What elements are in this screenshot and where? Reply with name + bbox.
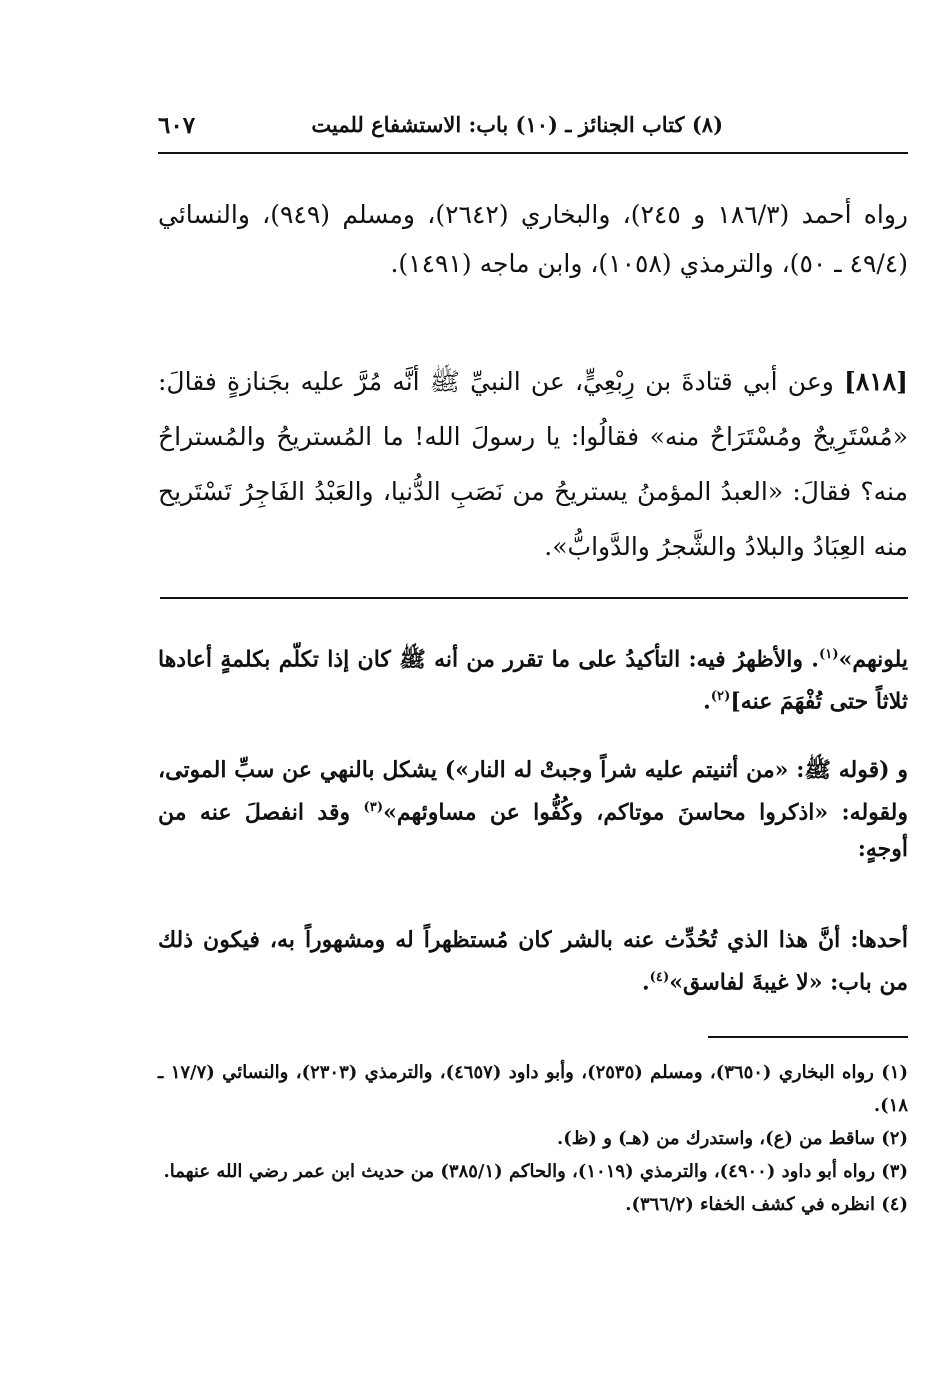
commentary-text: . [703,688,711,715]
commentary-paragraph-2 [158,752,908,868]
commentary-text: . [641,969,650,996]
commentary-text: و (قوله ﷺ: «من أثنيتم عليه شراً وجبتْ له النار») يشكل بالنهي عن سبِّ الموتى، ولقوله: «اذكروا محاسنَ موتاكم، وكُفُّوا عن مساوئهم» [158,757,908,826]
commentary-paragraph-1 [158,636,908,721]
header-divider [158,152,908,154]
footnote-ref[interactable]: (٤) [649,970,670,985]
hadith-source-paragraph [158,190,908,288]
page-header [158,112,906,152]
hadith-818-paragraph [158,354,908,574]
commentary-text: وقد انفصلَ عنه من أوجهٍ: [158,799,908,863]
hadith-text: وعن أبي قتادةَ بن رِبْعِيٍّ، عن النبيِّ ﷺ أنَّه مُرَّ عليه بجَنازةٍ فقالَ: «مُسْتَرِيحٌ ومُسْتَرَاحٌ منه» فقالُوا: يا رسولَ الله! ما المُستريحُ والمُستراحُ منه؟ فقالَ: «العبدُ المؤمنُ يستريحُ من نَصَبِ الدُّنيا، والعَبْدُ الفَاجِرُ تَسْتَريح منه العِبَادُ والبلادُ والشَّجرُ والدَّوابُّ». [158,367,908,561]
footnote-ref[interactable]: (٣) [363,800,384,815]
page-number: ٦٠٧ [158,112,196,139]
footnote-2: (٢) ساقط من (ع)، واستدرك من (هـ) و (ظ). [556,1128,908,1149]
commentary-text: أنَّ هذا الذي تُحُدِّث عنه بالشر كان مُستظهراً له ومشهوراً به، فيكون ذلك من باب: «لا غيبةَ لفاسق» [158,927,908,996]
running-title: (٨) كتاب الجنائز ـ (١٠) باب: الاستشفاع للميت [311,112,723,137]
section-divider [160,597,908,599]
commentary-lead: أحدها: [850,927,908,953]
footnote-ref[interactable]: (١) [818,647,839,662]
footnote-1: (١) رواه البخاري (٣٦٥٠)، ومسلم (٢٥٣٥)، وأبو داود (٤٦٥٧)، والترمذي (٢٣٠٣)، والنسائي (١٧/٧ ـ ١٨). [158,1062,908,1116]
footnote-4: (٤) انظره في كشف الخفاء (٣٦٦/٢). [625,1194,908,1215]
footnote-ref[interactable]: (٢) [710,689,731,705]
commentary-text: يلونهم» [838,646,908,673]
hadith-source-text: رواه أحمد (١٨٦/٣ و ٢٤٥)، والبخاري (٢٦٤٢)، ومسلم (٩٤٩)، والنسائي (٤٩/٤ ـ ٥٠)، والترمذي (١٠٥٨)، وابن ماجه (١٤٩١). [158,200,909,278]
commentary-paragraph-3 [158,922,908,1001]
footnote-divider [708,1036,908,1038]
footnotes [158,1056,908,1221]
commentary-text: . والأظهرُ فيه: التأكيدُ على ما تقرر من أنه ﷺ كان إذا تكلّم بكلمةٍ أعادها ثلاثاً حتى تُفْهَمَ عنه] [158,646,908,715]
footnote-3: (٣) رواه أبو داود (٤٩٠٠)، والترمذي (١٠١٩)، والحاكم (٣٨٥/١) من حديث ابن عمر رضي الله عنهما. [163,1161,908,1182]
hadith-number: [٨١٨] [844,367,908,396]
